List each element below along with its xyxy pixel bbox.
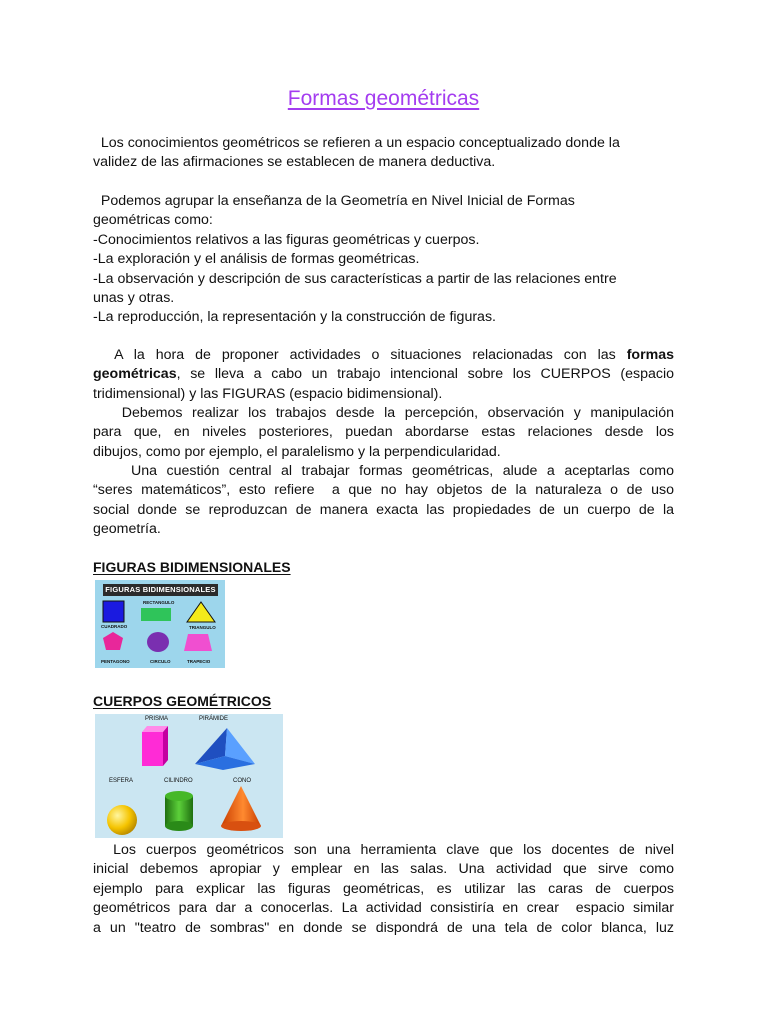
text-line: geométricos para dar a conocerlas. La actividad consistiría en crear espacio similar: [93, 900, 674, 917]
cone-shape-body: [221, 786, 261, 826]
shape-label: CILINDRO: [164, 778, 193, 784]
text-line: “seres matemáticos”, esto refiere a que no hay objetos de la naturaleza o de uso: [93, 482, 674, 499]
text-line: a un "teatro de sombras" en donde se dispondrá de una tela de color blanca, luz: [93, 919, 674, 936]
shape-label: RECTANGULO: [143, 600, 175, 605]
perception-paragraph: [93, 404, 674, 462]
text-line: validez de las afirmaciones se establecen de manera deductiva.: [93, 154, 496, 171]
text-line: geométricas como:: [93, 212, 213, 229]
cone-shape-base: [221, 821, 261, 831]
prism-shape-front: [142, 732, 163, 766]
text-line: dibujos, como por ejemplo, el paralelismo y la perpendicularidad.: [93, 443, 501, 460]
shape-label: TRAPECIO: [187, 659, 211, 664]
bold-text: geométricas: [93, 366, 177, 383]
triangle-shape: [187, 602, 215, 622]
shape-label: PIRÁMIDE: [199, 716, 229, 722]
text-line: unas y otras.: [93, 290, 175, 307]
text-line: inicial debemos apropiar y emplear en las salas. Una actividad que sirve como: [93, 861, 674, 878]
activities-paragraph: [93, 346, 674, 404]
figure-banner: FIGURAS BIDIMENSIONALES: [103, 584, 218, 596]
intro-paragraph: [93, 134, 674, 173]
bodies-paragraph: [93, 841, 674, 938]
text-line: ejemplo para explicar las figuras geométricas, es utilizar las caras de cuerpos: [93, 880, 674, 897]
figures-2d-image: [95, 580, 225, 668]
rectangle-shape: [141, 608, 171, 621]
circle-shape: [147, 632, 169, 652]
list-item: -La observación y descripción de sus características a partir de las relaciones entre: [93, 270, 617, 287]
prism-shape-side: [163, 726, 168, 766]
text-run: , se lleva a cabo un trabajo intencional sobre los CUERPOS (espacio: [176, 366, 674, 383]
grouping-paragraph: [93, 192, 674, 328]
shape-label: CIRCULO: [150, 659, 171, 664]
cylinder-shape-bottom: [165, 821, 193, 831]
list-item: -Conocimientos relativos a las figuras geométricas y cuerpos.: [93, 231, 480, 248]
heading-3d-bodies: CUERPOS GEOMÉTRICOS: [93, 693, 272, 709]
text-line: [93, 365, 674, 384]
shape-label: ESFERA: [109, 778, 134, 784]
shape-label: PRISMA: [145, 716, 169, 722]
cylinder-shape-top: [165, 791, 193, 801]
shape-label: CUADRADO: [101, 624, 128, 629]
text-line: Los conocimientos geométricos se refieren a un espacio conceptualizado donde la: [93, 135, 620, 151]
list-item: -La exploración y el análisis de formas geométricas.: [93, 251, 420, 268]
text-line: social donde se reproduzcan de manera exacta las propiedades de un cuerpo de la: [93, 501, 674, 518]
text-line: Una cuestión central al trabajar formas geométricas, alude a aceptarlas como: [93, 463, 674, 479]
text-run: A la hora de proponer actividades o situaciones relacionadas con las: [93, 347, 627, 363]
central-paragraph: [93, 462, 674, 540]
text-line: Debemos realizar los trabajos desde la percepción, observación y manipulación: [93, 405, 674, 421]
text-line: [93, 346, 674, 365]
heading-2d-figures: FIGURAS BIDIMENSIONALES: [93, 559, 291, 575]
bodies-3d-image: [95, 714, 283, 838]
shape-label: PENTAGONO: [101, 659, 130, 664]
trapezoid-shape: [184, 634, 212, 651]
text-line: para que, en niveles posteriores, puedan abordarse estas relaciones desde los: [93, 424, 674, 441]
shape-label: TRIANGULO: [189, 625, 216, 630]
text-line: geometría.: [93, 521, 161, 538]
text-line: Los cuerpos geométricos son una herramienta clave que los docentes de nivel: [93, 842, 675, 858]
page-title: Formas geométricas: [287, 87, 480, 110]
list-item: -La reproducción, la representación y la construcción de figuras.: [93, 309, 496, 326]
shapes-3d-drawing: [95, 714, 283, 838]
square-shape: [103, 601, 124, 622]
bold-text: formas: [626, 347, 674, 363]
shape-label: CONO: [233, 778, 251, 784]
text-line: Podemos agrupar la enseñanza de la Geometría en Nivel Inicial de Formas: [93, 193, 575, 209]
text-line: tridimensional) y las FIGURAS (espacio bidimensional).: [93, 385, 443, 402]
pentagon-shape: [103, 632, 123, 650]
sphere-shape: [107, 805, 137, 835]
